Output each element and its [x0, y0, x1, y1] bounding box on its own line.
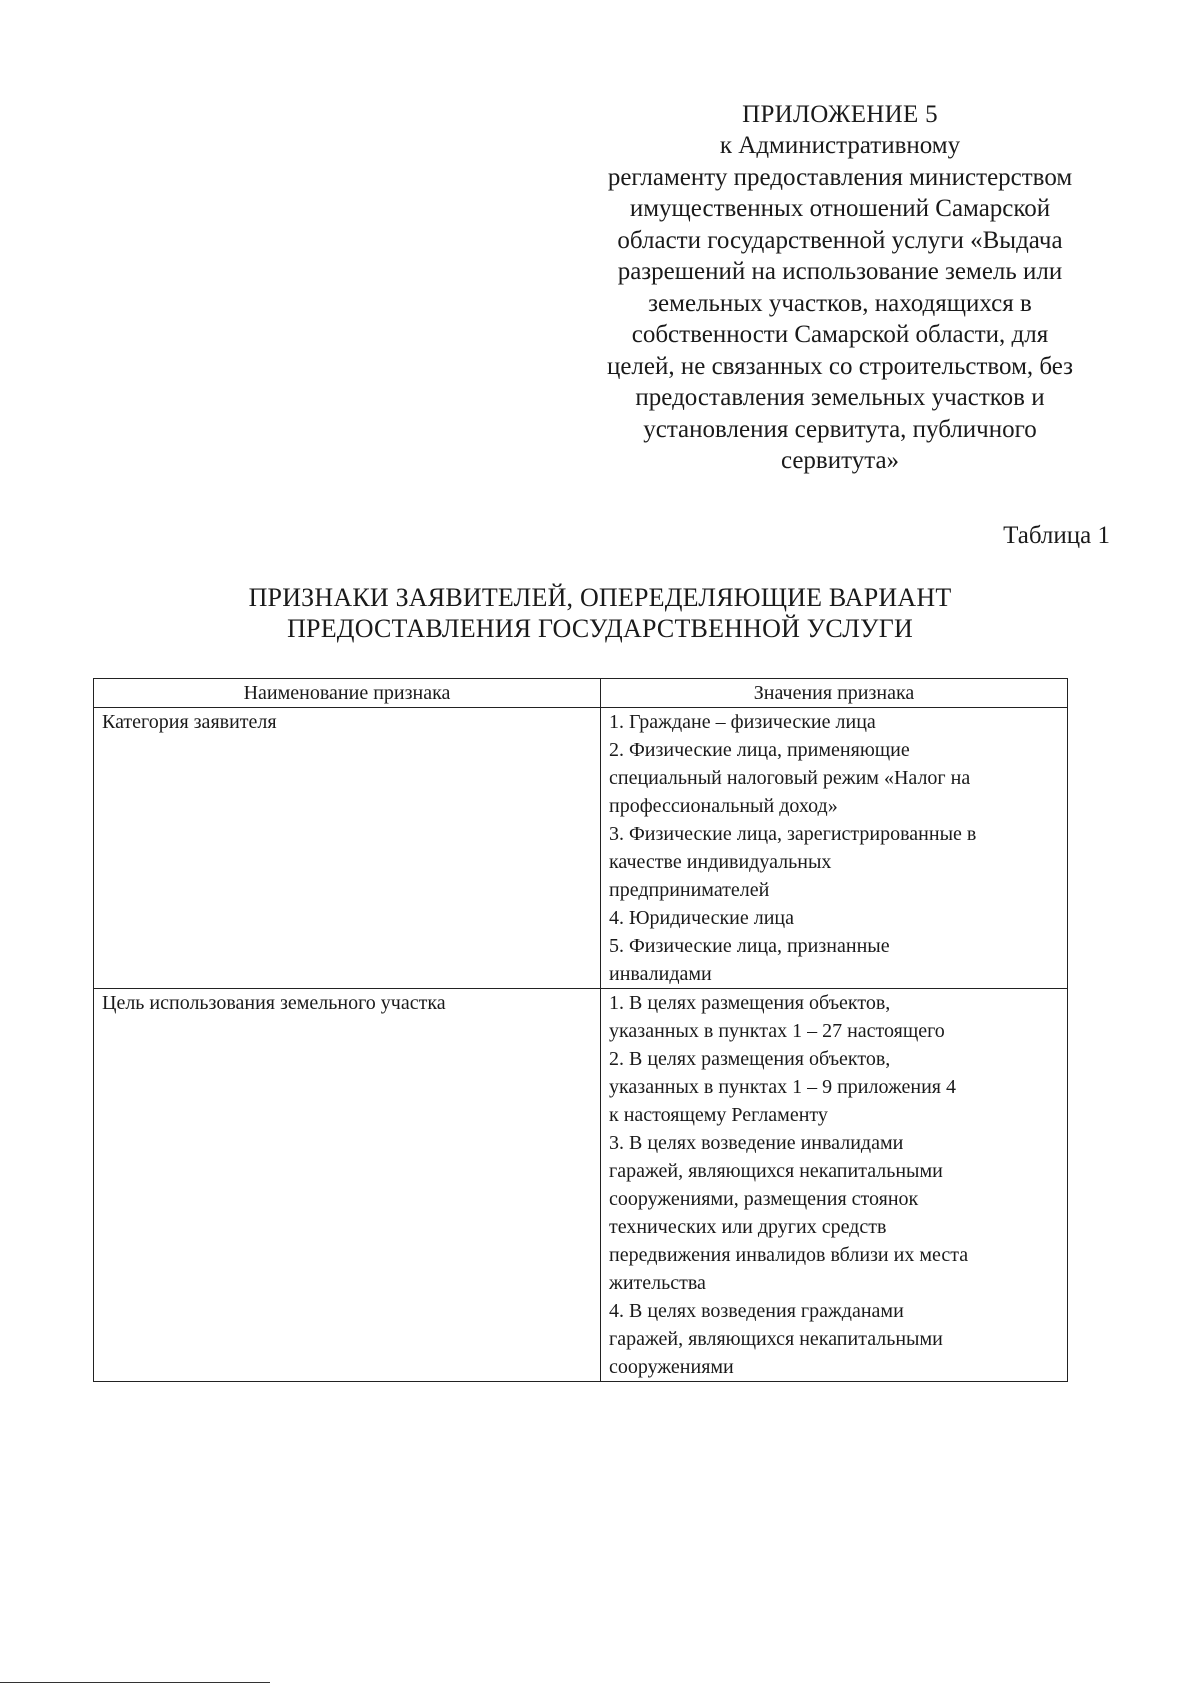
- criterion-value: указанных в пунктах 1 – 9 приложения 4: [609, 1076, 957, 1098]
- appendix-line: установления сервитута, публичного: [643, 415, 1037, 443]
- table-number-label: Таблица 1: [1003, 522, 1110, 549]
- appendix-line: предоставления земельных участков и: [635, 384, 1045, 411]
- table-header-row: [94, 679, 1068, 708]
- criterion-value: жительства: [609, 1272, 706, 1294]
- criterion-value: к настоящему Регламенту: [609, 1104, 828, 1126]
- criterion-value: передвижения инвалидов вблизи их места: [609, 1244, 969, 1266]
- table-row: [94, 708, 1068, 989]
- appendix-line: земельных участков, находящихся в: [648, 289, 1032, 317]
- criterion-value: сооружениями, размещения стоянок: [609, 1188, 919, 1210]
- criterion-name-cell: Цель использования земельного участка: [94, 989, 601, 1382]
- criterion-value: 1. В целях размещения объектов,: [609, 992, 891, 1014]
- criterion-value: профессиональный доход»: [609, 795, 838, 817]
- heading-line-2: ПРЕДОСТАВЛЕНИЯ ГОСУДАРСТВЕННОЙ УСЛУГИ: [287, 614, 913, 643]
- column-header-name: Наименование признака: [94, 679, 601, 708]
- criterion-value: качестве индивидуальных: [609, 851, 832, 873]
- criterion-value: 2. Физические лица, применяющие: [609, 739, 910, 761]
- criterion-value: 3. В целях возведение инвалидами: [609, 1132, 904, 1154]
- appendix-line: целей, не связанных со строительством, без: [606, 352, 1074, 380]
- criterion-values-cell: [601, 989, 1068, 1382]
- criterion-value: 2. В целях размещения объектов,: [609, 1048, 891, 1070]
- footnote-separator: [0, 1682, 270, 1683]
- table-row: [94, 989, 1068, 1382]
- criteria-table: [93, 678, 1068, 1382]
- criterion-value: специальный налоговый режим «Налог на: [609, 767, 971, 789]
- criterion-name-cell: Категория заявителя: [94, 708, 601, 989]
- appendix-line: имущественных отношений Самарской: [629, 195, 1051, 222]
- criterion-value: 3. Физические лица, зарегистрированные в: [609, 823, 977, 845]
- heading-line-1: ПРИЗНАКИ ЗАЯВИТЕЛЕЙ, ОПЕРЕДЕЛЯЮЩИЕ ВАРИАНТ: [248, 583, 952, 612]
- criterion-value: 5. Физические лица, признанные: [609, 935, 890, 957]
- criterion-value: 1. Граждане – физические лица: [609, 711, 876, 733]
- document-heading: [200, 582, 1000, 644]
- column-header-values: Значения признака: [601, 679, 1068, 708]
- criterion-value: 4. В целях возведения гражданами: [609, 1300, 904, 1322]
- appendix-line: разрешений на использование земель или: [617, 258, 1063, 285]
- criterion-values-cell: [601, 708, 1068, 989]
- criterion-value: технических или других средств: [609, 1216, 887, 1238]
- appendix-title: ПРИЛОЖЕНИЕ 5: [742, 101, 938, 128]
- appendix-subtitle: [570, 130, 1110, 477]
- criterion-value: 4. Юридические лица: [609, 907, 795, 929]
- criterion-value: гаражей, являющихся некапитальными: [609, 1328, 943, 1350]
- criterion-value: гаражей, являющихся некапитальными: [609, 1160, 943, 1182]
- appendix-line: собственности Самарской области, для: [631, 321, 1049, 348]
- appendix-line: области государственной услуги «Выдача: [617, 226, 1063, 254]
- appendix-header: [570, 100, 1110, 477]
- appendix-line: регламенту предоставления министерством: [607, 163, 1073, 191]
- appendix-line: сервитута»: [780, 447, 900, 474]
- criterion-value: сооружениями: [609, 1356, 734, 1378]
- appendix-line: к Административному: [719, 132, 961, 159]
- criterion-value: предпринимателей: [609, 879, 770, 901]
- criterion-value: указанных в пунктах 1 – 27 настоящего: [609, 1020, 945, 1042]
- criterion-value: инвалидами: [609, 963, 712, 985]
